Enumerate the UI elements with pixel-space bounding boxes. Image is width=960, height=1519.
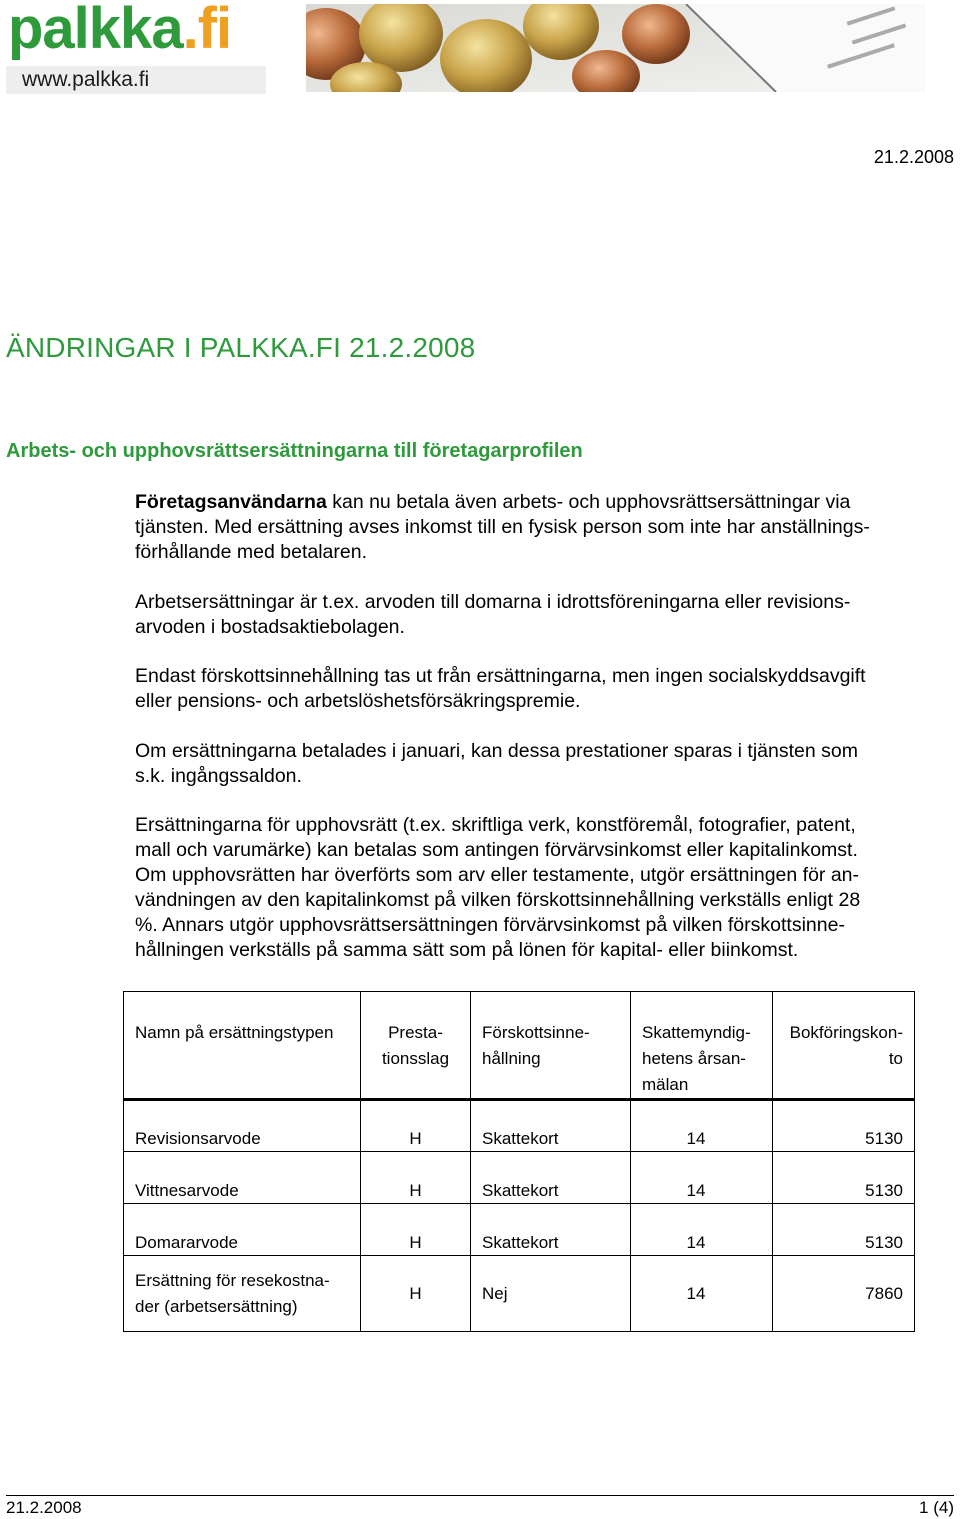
cell-report: 14 <box>631 1152 773 1204</box>
cell-withholding: Skattekort <box>471 1204 631 1256</box>
coins-illustration <box>306 4 926 92</box>
paragraph-1-line-1 <box>135 490 950 515</box>
header-report <box>631 992 773 1100</box>
body-text <box>135 490 950 963</box>
cell-report: 14 <box>631 1100 773 1152</box>
cell-withholding: Nej <box>471 1256 631 1332</box>
paragraph-5-line-3: Om upphovsrätten har överförts som arv eller testamente, utgör ersättningen för an- <box>135 864 860 886</box>
cell-name <box>124 1256 361 1332</box>
paragraph-3 <box>135 664 950 714</box>
header-type <box>361 992 471 1100</box>
header-text: Presta- <box>388 1023 443 1042</box>
bold-term: Företagsanvändarna <box>135 491 327 513</box>
cell-type: H <box>361 1100 471 1152</box>
header-account <box>773 992 915 1100</box>
page-number: 1 (4) <box>919 1498 954 1517</box>
logo-main: palkka <box>8 0 183 61</box>
paragraph-1 <box>135 490 950 565</box>
cell-name-line: Ersättning för resekostna- <box>135 1270 330 1290</box>
cell-name: Domararvode <box>124 1204 361 1256</box>
cell-type: H <box>361 1204 471 1256</box>
cell-withholding: Skattekort <box>471 1152 631 1204</box>
cell-account: 5130 <box>773 1100 915 1152</box>
header-name <box>124 992 361 1100</box>
header-text: tionsslag <box>381 1049 450 1068</box>
header-text: to <box>888 1049 903 1068</box>
logo-wordmark <box>8 0 232 61</box>
paragraph-3-line-2: eller pensions- och arbetslöshetsförsäkringspremie. <box>135 690 581 712</box>
paragraph-5 <box>135 813 950 963</box>
table-row <box>124 1256 915 1332</box>
paragraph-4 <box>135 739 950 789</box>
paragraph-1-line-2: tjänsten. Med ersättning avses inkomst till en fysisk person som inte har anställnings- <box>135 516 870 538</box>
paragraph-2 <box>135 590 950 640</box>
compensation-table <box>123 991 915 1332</box>
paragraph-2-line-1: Arbetsersättningar är t.ex. arvoden till domarna i idrottsföreningarna eller revisions- <box>135 590 851 613</box>
header-text: Bokföringskon- <box>789 1023 903 1042</box>
cell-account: 5130 <box>773 1152 915 1204</box>
paragraph-5-line-1: Ersättningarna för upphovsrätt (t.ex. skriftliga verk, konstföremål, fotografier, patent, <box>135 814 856 836</box>
logo-suffix: .fi <box>182 0 232 61</box>
footer-date: 21.2.2008 <box>6 1498 82 1517</box>
cell-type: H <box>361 1152 471 1204</box>
cell-withholding: Skattekort <box>471 1100 631 1152</box>
footer-divider <box>6 1495 954 1496</box>
paragraph-3-line-1: Endast förskottsinnehållning tas ut från ersättningarna, men ingen socialskyddsavgift <box>135 665 866 687</box>
table-row <box>124 1152 915 1204</box>
cell-name-line: der (arbetsersättning) <box>135 1296 298 1316</box>
paragraph-5-line-6: hållningen verkställs på samma sätt som på lönen för kapital- eller biinkomst. <box>135 939 799 961</box>
section-title: Arbets- och upphovsrättsersättningarna till företagarprofilen <box>6 440 583 462</box>
table-header-row <box>124 992 915 1100</box>
text-span: kan nu betala även arbets- och upphovsrättsersättningar via <box>326 491 851 513</box>
header-text: hållning <box>482 1049 541 1068</box>
cell-report: 14 <box>631 1204 773 1256</box>
header-text: Skattemyndig- <box>642 1023 751 1042</box>
header-text: hetens årsan- <box>642 1049 746 1068</box>
paragraph-2-line-2: arvoden i bostadsaktiebolagen. <box>135 615 405 638</box>
logo-url: www.palkka.fi <box>22 68 150 91</box>
paragraph-5-line-4: vändningen av den kapitalinkomst på vilken förskottsinnehållning verkställs enligt 28 <box>135 889 861 911</box>
paragraph-5-line-2: mall och varumärke) kan betalas som antingen förvärvsinkomst eller kapitalinkomst. <box>135 839 858 861</box>
cell-name: Vittnesarvode <box>124 1152 361 1204</box>
page-title: ÄNDRINGAR I PALKKA.FI 21.2.2008 <box>6 332 476 363</box>
paragraph-1-line-3: förhållande med betalaren. <box>135 541 367 563</box>
cell-account: 5130 <box>773 1204 915 1256</box>
banner-image <box>306 4 926 92</box>
paragraph-4-line-2: s.k. ingångssaldon. <box>135 764 302 787</box>
logo <box>6 0 266 92</box>
paragraph-5-line-5: %. Annars utgör upphovsrättsersättningen förvärvsinkomst på vilken förskottsinne- <box>135 914 845 936</box>
cell-account: 7860 <box>773 1256 915 1332</box>
header-text: Förskottsinne- <box>482 1023 590 1042</box>
header-withholding <box>471 992 631 1100</box>
table-row <box>124 1100 915 1152</box>
paragraph-4-line-1: Om ersättningarna betalades i januari, kan dessa prestationer sparas i tjänsten som <box>135 739 858 762</box>
header-text: mälan <box>642 1075 689 1094</box>
header-text: Namn på ersättningstypen <box>135 1023 334 1042</box>
cell-report: 14 <box>631 1256 773 1332</box>
header-date: 21.2.2008 <box>873 147 954 167</box>
table-row <box>124 1204 915 1256</box>
cell-type: H <box>361 1256 471 1332</box>
cell-name: Revisionsarvode <box>124 1100 361 1152</box>
